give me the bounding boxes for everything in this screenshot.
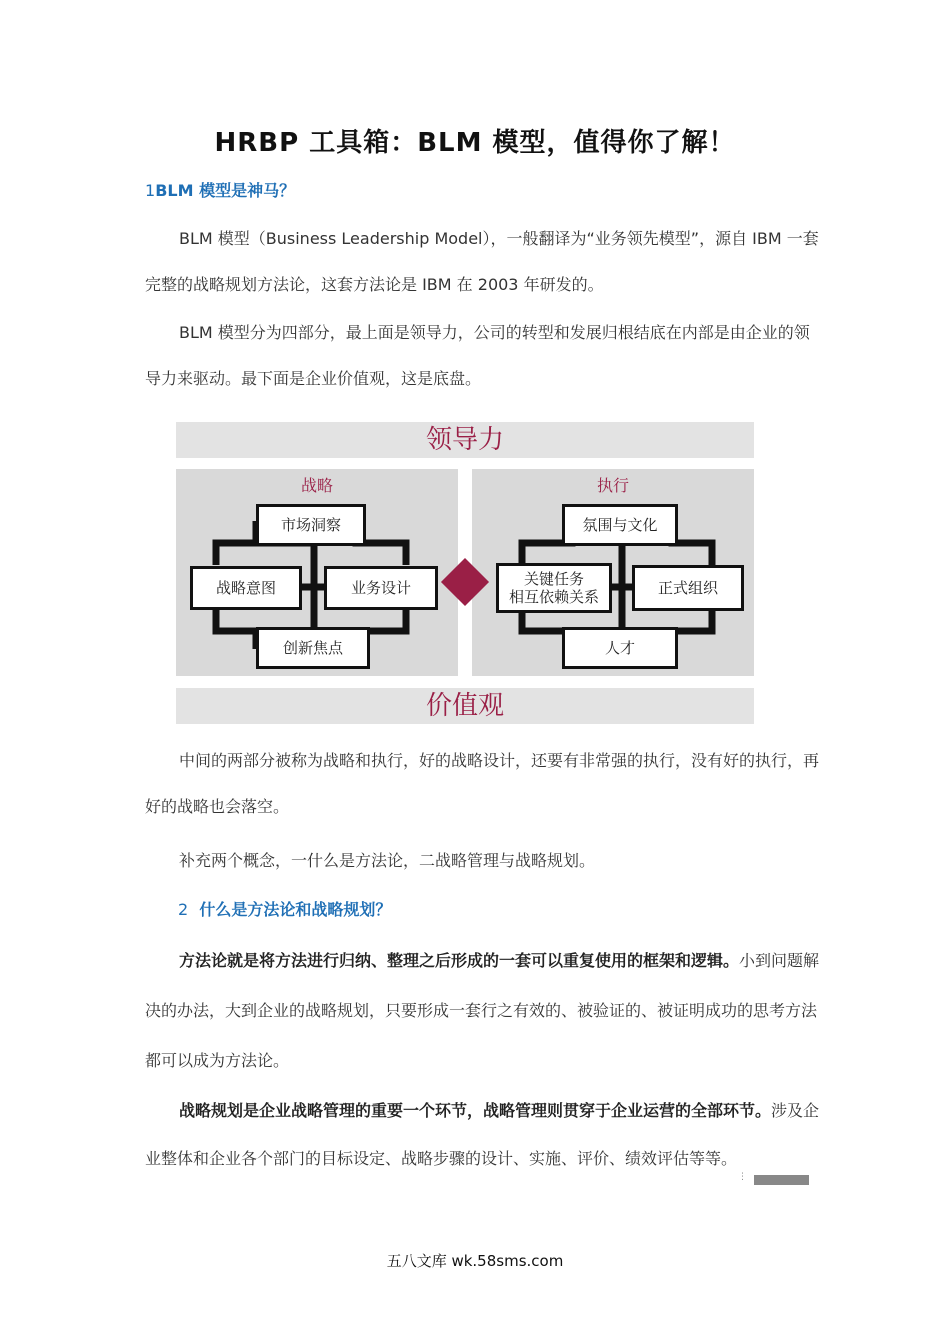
strategy-label: 战略 [300,476,333,495]
business-design-box: 业务设计 [324,566,438,610]
paragraph-two-concepts: 补充两个概念，一什么是方法论，二战略管理与战略规划。 [179,851,596,870]
innovation-focus-box: 创新焦点 [256,627,370,669]
planning-detail: 涉及企业整体和企业各个部门的目标设定、战略步骤的设计、实施、评价、绩效评估等等。 [145,1101,820,1168]
paragraph-blm-intro: BLM 模型（Business Leadership Model），一般翻译为“业务领先模型”，源自 IBM 一套完整的战略规划方法论，这套方法论是 IBM 在 2003 年研发的。 [145,229,819,294]
section-number: 2 [178,900,189,919]
execution-panel [472,469,754,676]
paragraph-methodology [145,936,825,1086]
leadership-band: 领导力 [176,422,754,458]
critical-tasks-line2: 相互依赖关系 [508,588,599,606]
section-heading-2 [178,897,391,920]
paragraph-strategic-planning [145,1087,825,1183]
section-heading-1 [145,178,295,201]
document-title: HRBP 工具箱：BLM 模型，值得你了解！ [214,128,736,158]
decorative-dots: ⋮ [738,1172,747,1182]
critical-tasks-box [496,563,612,613]
execution-label: 执行 [596,476,629,495]
values-band: 价值观 [176,688,754,724]
section-number: 1 [145,181,156,200]
section-title: BLM 模型是神马？ [155,181,296,200]
footer-watermark: 五八文库 wk.58sms.com [386,1252,564,1270]
formal-organization-box: 正式组织 [632,565,744,611]
talent-box: 人才 [562,627,678,669]
strategy-panel [176,469,458,676]
market-insight-box: 市场洞察 [256,504,366,546]
decorative-bar [754,1175,809,1185]
climate-culture-box: 氛围与文化 [562,504,678,546]
planning-definition: 战略规划是企业战略管理的重要一个环节，战略管理则贯穿于企业运营的全部环节。 [179,1101,772,1120]
blm-diagram [176,422,754,724]
critical-tasks-line1: 关键任务 [523,570,584,588]
methodology-detail: 小到问题解决的办法，大到企业的战略规划，只要形成一套行之有效的、被验证的、被证明成功的思考方法都可以成为方法论。 [145,951,820,1070]
methodology-definition: 方法论就是将方法进行归纳、整理之后形成的一套可以重复使用的框架和逻辑。 [179,951,740,970]
section-title: 什么是方法论和战略规划？ [199,900,392,919]
paragraph-strategy-execution: 中间的两部分被称为战略和执行，好的战略设计，还要有非常强的执行，没有好的执行，再好的战略也会落空。 [145,751,820,816]
strategic-intent-box: 战略意图 [190,566,302,610]
paragraph-blm-parts: BLM 模型分为四部分，最上面是领导力，公司的转型和发展归根结底在内部是由企业的领导力来驱动。最下面是企业价值观，这是底盘。 [145,323,810,388]
